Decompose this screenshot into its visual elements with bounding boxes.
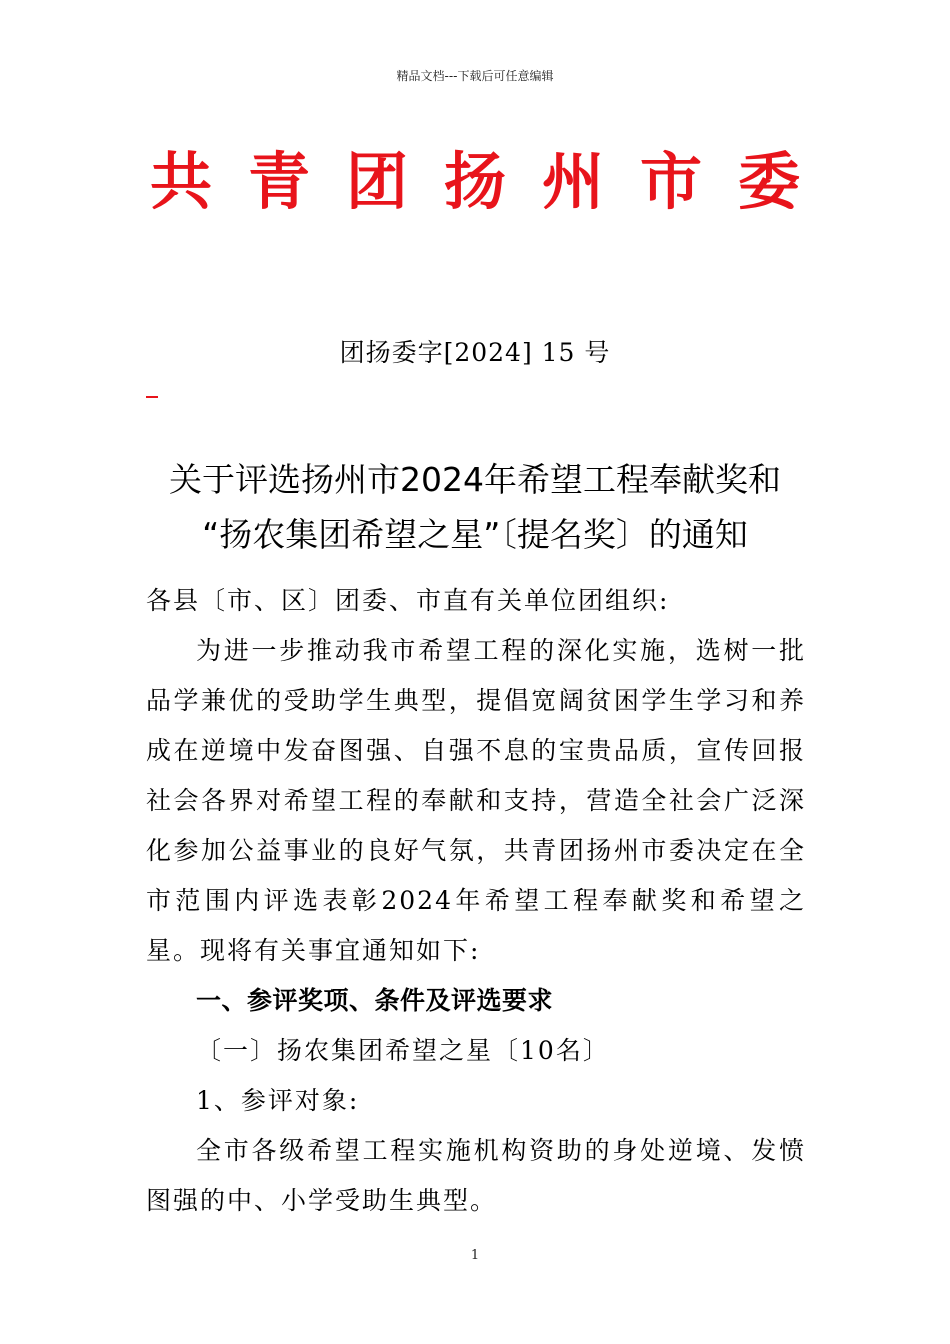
notice-title-line-2: “扬农集团希望之星”〔提名奖〕的通知 — [202, 515, 748, 554]
red-divider-mark — [146, 396, 158, 398]
notice-title-line-1: 关于评选扬州市2024年希望工程奉献奖和 — [169, 460, 781, 499]
document-number: 团扬委字[2024] 15 号 — [339, 338, 611, 367]
document-body — [146, 576, 806, 1226]
intro-paragraph: 为进一步推动我市希望工程的深化实施，选树一批品学兼优的受助学生典型，提倡宽阔贫困学生学习和养成在逆境中发奋图强、自强不息的宝贵品质，宣传回报社会各界对希望工程的奉献和支持，营造全社会广泛深化参加公益事业的良好气氛，共青团扬州市委决定在全市范围内评选表彰2024年希望工程奉献奖和希望之星。现将有关事宜通知如下: — [146, 636, 806, 965]
item-heading-1: 1、参评对象: — [196, 1086, 360, 1115]
notice-title — [0, 452, 950, 562]
section-heading-1: 一、参评奖项、条件及评选要求 — [196, 986, 554, 1015]
salutation: 各县〔市、区〕团委、市直有关单位团组织: — [146, 586, 670, 615]
header-note: 精品文档---下载后可任意编辑 — [396, 69, 554, 83]
item-paragraph-1: 全市各级希望工程实施机构资助的身处逆境、发愤图强的中、小学受助生典型。 — [146, 1136, 806, 1215]
org-title: 共青团扬州市委 — [149, 145, 836, 218]
page-number: 1 — [470, 1248, 480, 1263]
subsection-heading-1: 〔一〕扬农集团希望之星〔10名〕 — [196, 1036, 610, 1065]
